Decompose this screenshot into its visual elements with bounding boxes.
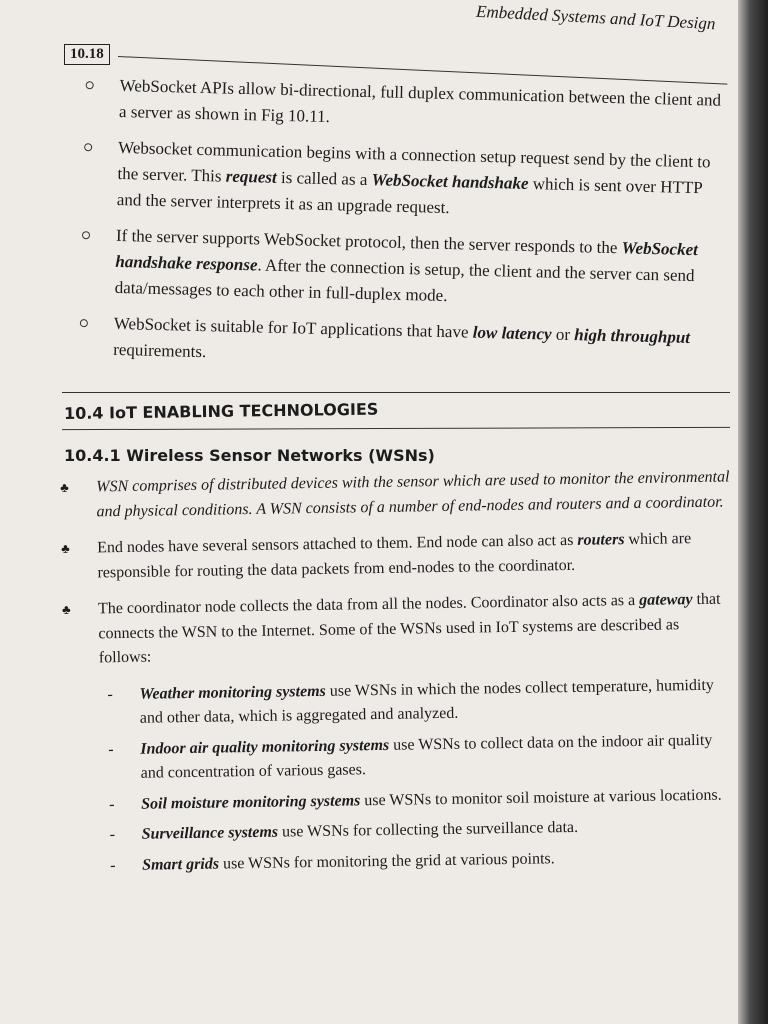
emphasis-text: Surveillance systems xyxy=(141,823,279,843)
section-rule-bottom xyxy=(62,427,730,430)
wsn-item xyxy=(60,465,731,525)
wsn-bullet-list xyxy=(60,465,736,884)
wsn-type-item xyxy=(64,728,735,788)
dash-bullet-icon: - xyxy=(109,795,115,813)
dash-bullet-icon: - xyxy=(109,826,116,844)
text-run: Websocket communication begins with a connection setup request send by the client to the server. This xyxy=(117,137,711,186)
text-run: . After the connection is setup, the client and the server can send data/messages to each other in full-duplex mode. xyxy=(114,255,695,306)
emphasis-text: routers xyxy=(577,531,625,549)
text-run: use WSNs to collect data on the indoor air quality and concentration of various gases. xyxy=(140,731,713,782)
text-run: If the server supports WebSocket protocol, then the server responds to the xyxy=(115,225,622,258)
text-run: which are responsible for routing the data packets from end-nodes to the coordinator. xyxy=(97,530,692,581)
websocket-item-text xyxy=(119,76,721,126)
text-run: use WSNs for collecting the surveillance data. xyxy=(277,818,579,841)
emphasis-text: Weather monitoring systems xyxy=(139,682,326,703)
wsn-type-item xyxy=(65,783,735,818)
text-run: WebSocket APIs allow bi-directional, full duplex communication between the client and a server as shown in Fig 10.11. xyxy=(118,75,722,127)
wsn-item-text xyxy=(96,468,730,519)
emphasis-text: WebSocket handshake response xyxy=(115,238,699,275)
circle-bullet-icon xyxy=(82,231,90,239)
wsn-item xyxy=(61,526,732,586)
dash-bullet-icon: - xyxy=(108,740,114,758)
wsn-item xyxy=(62,587,733,671)
dash-bullet-icon: - xyxy=(109,856,116,874)
wsn-type-item xyxy=(65,813,735,848)
text-run: is called as a xyxy=(276,167,372,190)
websocket-item-text xyxy=(115,226,699,305)
page-edge-shadow xyxy=(738,0,768,1024)
club-bullet-icon: ♣ xyxy=(60,479,69,495)
circle-bullet-icon xyxy=(86,81,94,89)
websocket-item xyxy=(74,222,726,316)
text-run: or xyxy=(551,324,575,345)
text-run: which is sent over HTTP and the server interprets it as an upgrade request. xyxy=(116,173,703,218)
emphasis-text: low latency xyxy=(472,322,552,344)
websocket-item-text xyxy=(113,314,690,361)
dash-bullet-icon: - xyxy=(107,685,113,703)
emphasis-text: Smart grids xyxy=(141,855,220,874)
text-run: requirements. xyxy=(113,339,207,362)
club-bullet-icon: ♣ xyxy=(61,601,71,617)
text-run: The coordinator node collects the data from all the nodes. Coordinator also acts as a xyxy=(97,591,640,618)
running-header: Embedded Systems and IoT Design xyxy=(476,1,717,34)
websocket-item xyxy=(77,134,729,228)
emphasis-text: high throughput xyxy=(574,325,691,347)
wsn-type-text xyxy=(140,731,712,781)
italic-text: WSN comprises of distributed devices with the sensor which are used to monitor the environmental and physical conditions. A WSN consists of a number of end-nodes and routers and a coordinator. xyxy=(96,468,730,520)
wsn-type-text xyxy=(142,850,555,873)
text-run: that connects the WSN to the Internet. Some of the WSNs used in IoT systems are described as follows: xyxy=(98,590,721,667)
websocket-item xyxy=(79,72,730,140)
text-run: WebSocket is suitable for IoT applications that have xyxy=(113,313,474,342)
websocket-bullet-list xyxy=(73,72,730,388)
websocket-item xyxy=(73,310,724,378)
page-number: 10.18 xyxy=(64,44,110,65)
wsn-type-text xyxy=(141,786,722,812)
wsn-item-text xyxy=(97,530,691,581)
emphasis-text: Indoor air quality monitoring systems xyxy=(140,736,390,758)
circle-bullet-icon xyxy=(84,143,92,151)
emphasis-text: request xyxy=(225,166,277,187)
section-heading: 10.4 IoT ENABLING TECHNOLOGIES xyxy=(63,399,379,423)
text-run: use WSNs in which the nodes collect temperature, humidity and other data, which is aggregated and analyzed. xyxy=(139,676,714,727)
wsn-type-text xyxy=(139,676,714,727)
text-run: End nodes have several sensors attached to them. End node can also act as xyxy=(97,531,578,557)
websocket-item-text xyxy=(117,138,711,217)
club-bullet-icon: ♣ xyxy=(61,540,70,556)
emphasis-text: gateway xyxy=(639,591,693,609)
wsn-type-item xyxy=(66,844,736,879)
wsn-type-text xyxy=(142,819,579,843)
emphasis-text: Soil moisture monitoring systems xyxy=(141,791,361,813)
wsn-item-text xyxy=(98,591,721,667)
subsection-heading: 10.4.1 Wireless Sensor Networks (WSNs) xyxy=(64,446,435,465)
section-rule-top xyxy=(62,392,730,393)
wsn-type-item xyxy=(63,673,734,733)
emphasis-text: WebSocket handshake xyxy=(371,170,529,193)
text-run: use WSNs for monitoring the grid at various points. xyxy=(218,849,555,873)
text-run: use WSNs to monitor soil moisture at various locations. xyxy=(360,786,722,809)
circle-bullet-icon xyxy=(80,319,88,327)
